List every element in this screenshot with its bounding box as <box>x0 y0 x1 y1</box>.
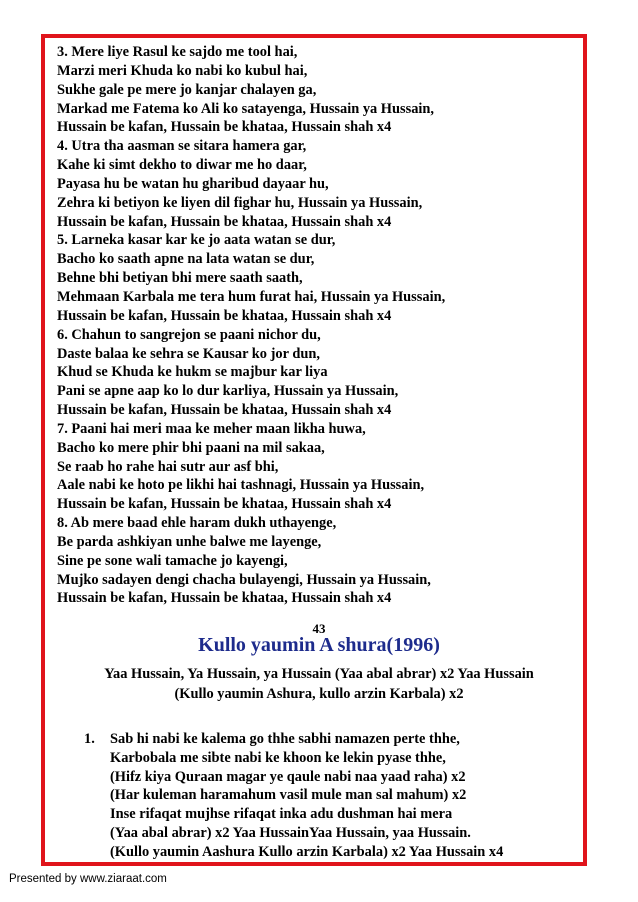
verse-line: Marzi meri Khuda ko nabi ko kubul hai, <box>57 62 308 79</box>
verse-line: Hussain be kafan, Hussain be khataa, Hussain shah x4 <box>57 213 392 230</box>
verse-line: Pani se apne aap ko lo dur karliya, Hussain ya Hussain, <box>57 383 399 400</box>
verse-line: Hussain be kafan, Hussain be khataa, Hussain shah x4 <box>57 119 392 136</box>
stanza-line: (Har kuleman haramahum vasil mule man sal mahum) x2 <box>110 787 467 804</box>
verse-line: Sukhe gale pe mere jo kanjar chalayen ga, <box>57 81 317 98</box>
verse-line: Markad me Fatema ko Ali ko satayenga, Hussain ya Hussain, <box>57 100 434 117</box>
verse-line: Zehra ki betiyon ke liyen dil fighar hu, Hussain ya Hussain, <box>57 194 423 211</box>
verse-line: 6. Chahun to sangrejon se paani nichor du, <box>57 326 321 343</box>
verse-line: Khud se Khuda ke hukm se majbur kar liya <box>57 364 328 381</box>
verse-line: Aale nabi ke hoto pe likhi hai tashnagi, Hussain ya Hussain, <box>57 477 425 494</box>
verse-line: Hussain be kafan, Hussain be khataa, Hussain shah x4 <box>57 590 392 607</box>
verse-line: Sine pe sone wali tamache jo kayengi, <box>57 552 288 569</box>
verse-line: Payasa hu be watan hu gharibud dayaar hu, <box>57 175 329 192</box>
verses-block <box>57 43 577 608</box>
verse-line: 5. Larneka kasar kar ke jo aata watan se dur, <box>57 232 336 249</box>
verse-line: 8. Ab mere baad ehle haram dukh uthayenge, <box>57 515 337 532</box>
verse-line: Kahe ki simt dekho to diwar me ho daar, <box>57 157 307 174</box>
verse-line: Mujko sadayen dengi chacha bulayengi, Hussain ya Hussain, <box>57 571 431 588</box>
song-title: Kullo yaumin A shura(1996) <box>198 634 440 656</box>
stanza-line: Inse rifaqat mujhse rifaqat inka adu dushman hai mera <box>110 806 453 823</box>
stanza-line: (Hifz kiya Quraan magar ye qaule nabi naa yaad raha) x2 <box>110 768 466 785</box>
verse-line: Be parda ashkiyan unhe balwe me layenge, <box>57 533 322 550</box>
stanza-line: (Kullo yaumin Aashura Kullo arzin Karbala) x2 Yaa Hussain x4 <box>110 843 504 860</box>
verse-line: Bacho ko mere phir bhi paani na mil sakaa, <box>57 439 325 456</box>
stanza-block <box>84 730 584 862</box>
verse-line: Bacho ko saath apne na lata watan se dur, <box>57 251 315 268</box>
verse-line: Daste balaa ke sehra se Kausar ko jor dun, <box>57 345 320 362</box>
verse-line: Behne bhi betiyan bhi mere saath saath, <box>57 270 303 287</box>
verse-line: 4. Utra tha aasman se sitara hamera gar, <box>57 138 307 155</box>
verse-line: Hussain be kafan, Hussain be khataa, Hussain shah x4 <box>57 307 392 324</box>
stanza-number: 1. <box>84 731 95 747</box>
verse-line: 7. Paani hai meri maa ke meher maan likha huwa, <box>57 420 366 437</box>
chorus-line: Yaa Hussain, Ya Hussain, ya Hussain (Yaa abal abrar) x2 Yaa Hussain <box>104 666 534 682</box>
stanza-lines <box>110 730 584 862</box>
footer-credit: Presented by www.ziaraat.com <box>9 873 167 885</box>
chorus-block <box>60 664 578 704</box>
verse-line: Hussain be kafan, Hussain be khataa, Hussain shah x4 <box>57 402 392 419</box>
page-number: 43 <box>312 621 326 636</box>
verse-line: Se raab ho rahe hai sutr aur asf bhi, <box>57 458 279 475</box>
verse-line: Mehmaan Karbala me tera hum furat hai, Hussain ya Hussain, <box>57 288 446 305</box>
stanza-line: (Yaa abal abrar) x2 Yaa HussainYaa Hussain, yaa Hussain. <box>110 824 471 841</box>
verse-line: 3. Mere liye Rasul ke sajdo me tool hai, <box>57 44 298 60</box>
stanza-line: Karbobala me sibte nabi ke khoon ke lekin pyase thhe, <box>110 749 446 766</box>
verse-line: Hussain be kafan, Hussain be khataa, Hussain shah x4 <box>57 496 392 513</box>
stanza-line: Sab hi nabi ke kalema go thhe sabhi namazen perte thhe, <box>110 731 460 747</box>
chorus-line: (Kullo yaumin Ashura, kullo arzin Karbala) x2 <box>174 686 464 702</box>
